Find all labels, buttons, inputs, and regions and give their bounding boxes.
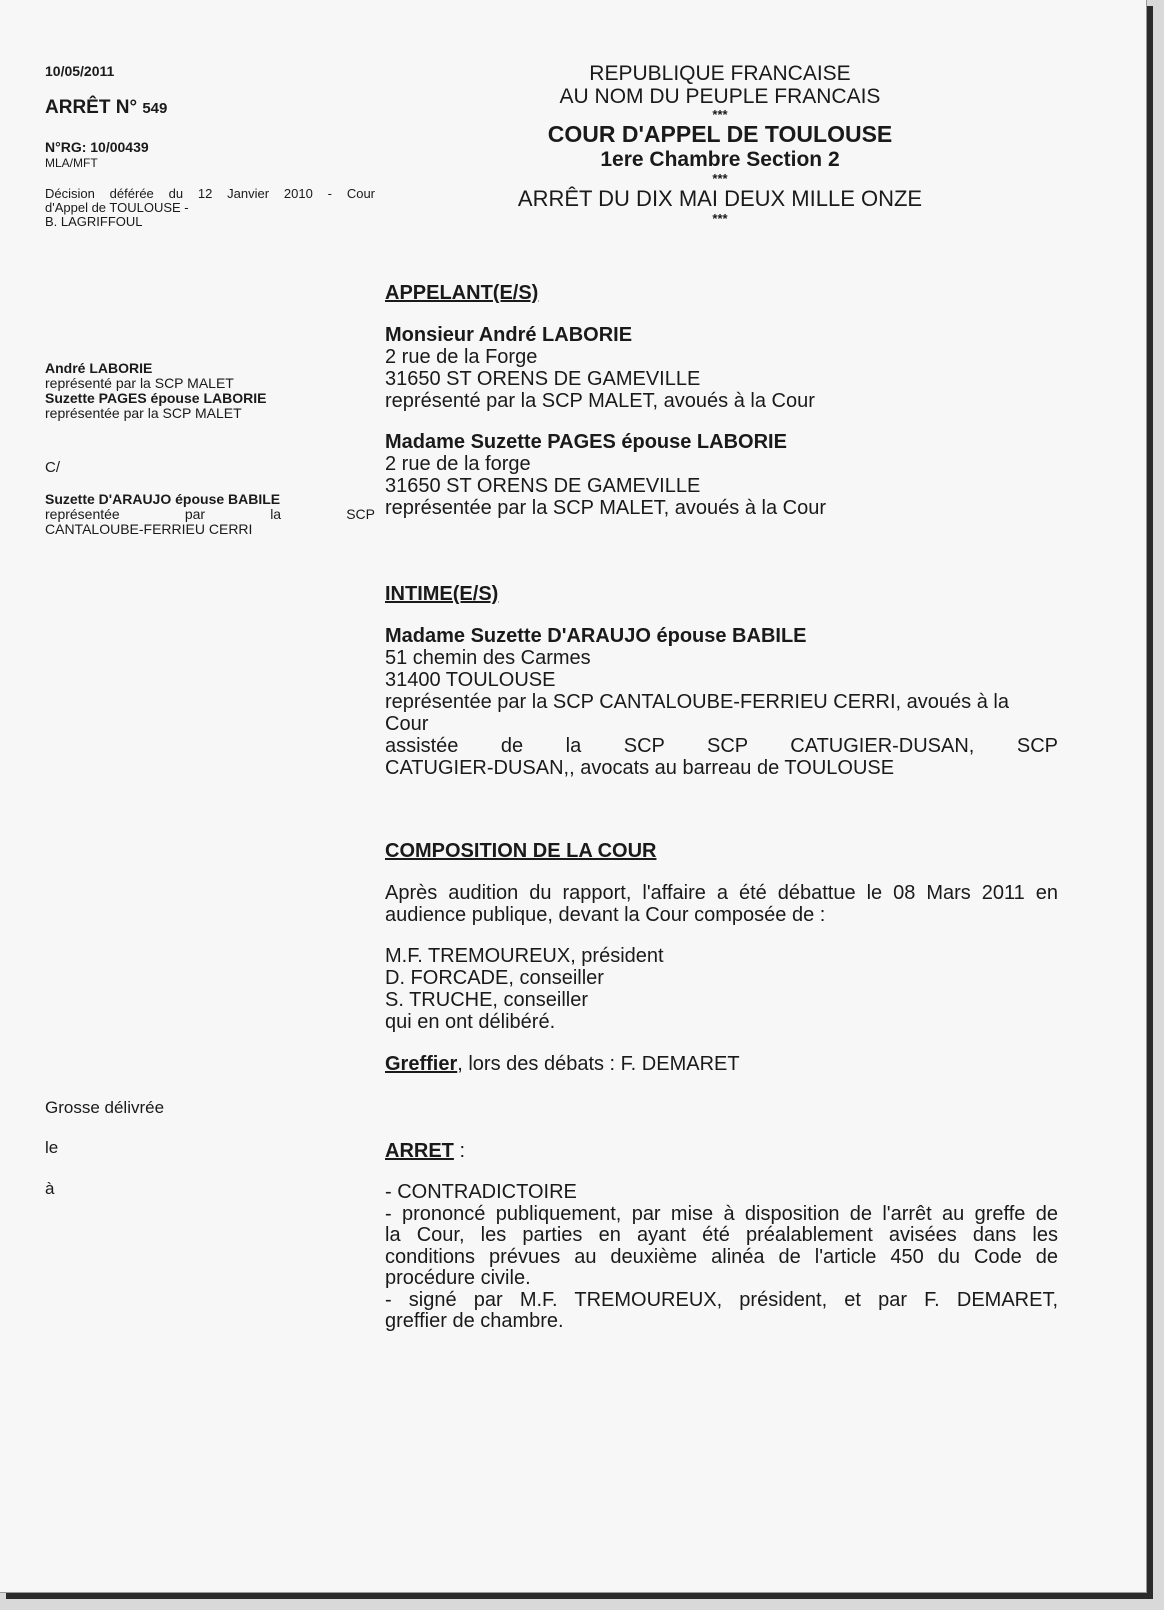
arret-number: 549	[142, 100, 168, 117]
intime-1	[385, 625, 1058, 779]
decision-line-1: Décision déférée du 12 Janvier 2010 - Cour	[45, 186, 375, 201]
versus-marker: C/	[45, 459, 60, 476]
arret-line-3: la Cour, les parties en ayant été préalablement avisées dans les	[385, 1224, 1058, 1246]
intime-addr1: 51 chemin des Carmes	[385, 647, 591, 669]
arret-line-2: - prononcé publiquement, par mise à disposition de l'arrêt au greffe de	[385, 1202, 1058, 1225]
composition-heading: COMPOSITION DE LA COUR	[385, 840, 657, 862]
document-header	[460, 62, 980, 225]
party3-rep-line2: CANTALOUBE-FERRIEU CERRI	[45, 521, 253, 537]
appelant-2	[385, 431, 1058, 519]
decision-line-2: d'Appel de TOULOUSE -	[45, 200, 189, 215]
appelant-1-addr1: 2 rue de la Forge	[385, 346, 538, 368]
grosse-a: à	[45, 1179, 55, 1198]
party3-rep-line1: représentée par la SCP	[45, 506, 375, 522]
appelant-2-addr2: 31650 ST ORENS DE GAMEVILLE	[385, 475, 701, 497]
republic-line-1: REPUBLIQUE FRANCAISE	[589, 62, 851, 85]
members-deliberated: qui en ont délibéré.	[385, 1011, 556, 1033]
decision-deferee	[45, 187, 375, 229]
arret-heading: ARRET	[385, 1140, 454, 1162]
appelant-1-rep: représenté par la SCP MALET, avoués à la Cour	[385, 390, 815, 412]
arret-line-5: procédure civile.	[385, 1267, 531, 1289]
composition-intro-2: audience publique, devant la Cour composée de :	[385, 904, 826, 926]
greffier-label: Greffier	[385, 1053, 458, 1075]
intime-rep-2: Cour	[385, 713, 429, 735]
court-name: COUR D'APPEL DE TOULOUSE	[547, 121, 893, 147]
intime-assist-1: assistée de la SCP SCP CATUGIER-DUSAN, SCP	[385, 735, 1058, 757]
party1-name: André LABORIE	[45, 360, 153, 376]
arret-title: ARRÊT DU DIX MAI DEUX MILLE ONZE	[517, 186, 923, 211]
chamber-name: 1ere Chambre Section 2	[600, 148, 840, 171]
intime-addr2: 31400 TOULOUSE	[385, 669, 556, 691]
opposing-party	[45, 492, 375, 537]
member-president: M.F. TREMOUREUX, président	[385, 945, 664, 967]
arret-line-7: greffier de chambre.	[385, 1310, 564, 1332]
appelant-2-addr1: 2 rue de la forge	[385, 453, 531, 475]
initials: MLA/MFT	[45, 156, 98, 170]
appelant-2-name: Madame Suzette PAGES épouse LABORIE	[385, 431, 787, 453]
member-conseiller-1: D. FORCADE, conseiller	[385, 967, 604, 989]
party1-rep: représenté par la SCP MALET	[45, 375, 234, 391]
composition-intro	[385, 882, 1058, 926]
greffier-text: , lors des débats : F. DEMARET	[457, 1053, 740, 1075]
rg-number: N°RG: 10/00439	[45, 139, 149, 155]
intime-rep-1: représentée par la SCP CANTALOUBE-FERRIEU CERRI, avoués à la	[385, 691, 1009, 713]
header-stars-3: ***	[712, 211, 728, 226]
appelant-1-name: Monsieur André LABORIE	[385, 324, 633, 346]
decision-line-3: B. LAGRIFFOUL	[45, 214, 143, 229]
grosse-le: le	[45, 1138, 59, 1157]
arret-line-1: - CONTRADICTOIRE	[385, 1181, 577, 1203]
party3-name: Suzette D'ARAUJO épouse BABILE	[45, 491, 281, 507]
appelants-heading: APPELANT(E/S)	[385, 282, 539, 304]
intime-assist-2: CATUGIER-DUSAN,, avocats au barreau de TOULOUSE	[385, 757, 895, 779]
arret-line-4: conditions prévues au deuxième alinéa de l'article 450 du Code de	[385, 1245, 1058, 1268]
appelant-2-rep: représentée par la SCP MALET, avoués à la Cour	[385, 497, 826, 519]
party2-name: Suzette PAGES épouse LABORIE	[45, 390, 267, 406]
header-stars-1: ***	[712, 107, 728, 122]
arret-number-block	[45, 97, 375, 120]
arret-body	[385, 1182, 1058, 1333]
member-conseiller-2: S. TRUCHE, conseiller	[385, 989, 589, 1011]
greffier-line	[385, 1053, 1058, 1075]
party2-rep: représentée par la SCP MALET	[45, 405, 242, 421]
decision-date: 10/05/2011	[45, 63, 115, 79]
parties-summary	[45, 361, 375, 421]
intime-name: Madame Suzette D'ARAUJO épouse BABILE	[385, 625, 807, 647]
appelant-1-addr2: 31650 ST ORENS DE GAMEVILLE	[385, 368, 701, 390]
composition-intro-1: Après audition du rapport, l'affaire a été débattue le 08 Mars 2011 en	[385, 882, 1058, 904]
arret-heading-colon: :	[453, 1140, 466, 1162]
arret-heading-line	[385, 1140, 1058, 1162]
court-members	[385, 945, 1058, 1033]
intimes-heading: INTIME(E/S)	[385, 583, 499, 605]
republic-line-2: AU NOM DU PEUPLE FRANCAIS	[559, 85, 881, 108]
appelant-1	[385, 324, 1058, 412]
header-stars-2: ***	[712, 171, 728, 186]
grosse-delivree: Grosse délivrée	[45, 1098, 165, 1117]
arret-label: ARRÊT N°	[45, 97, 138, 118]
arret-line-6: - signé par M.F. TREMOUREUX, président, et par F. DEMARET,	[385, 1288, 1058, 1311]
